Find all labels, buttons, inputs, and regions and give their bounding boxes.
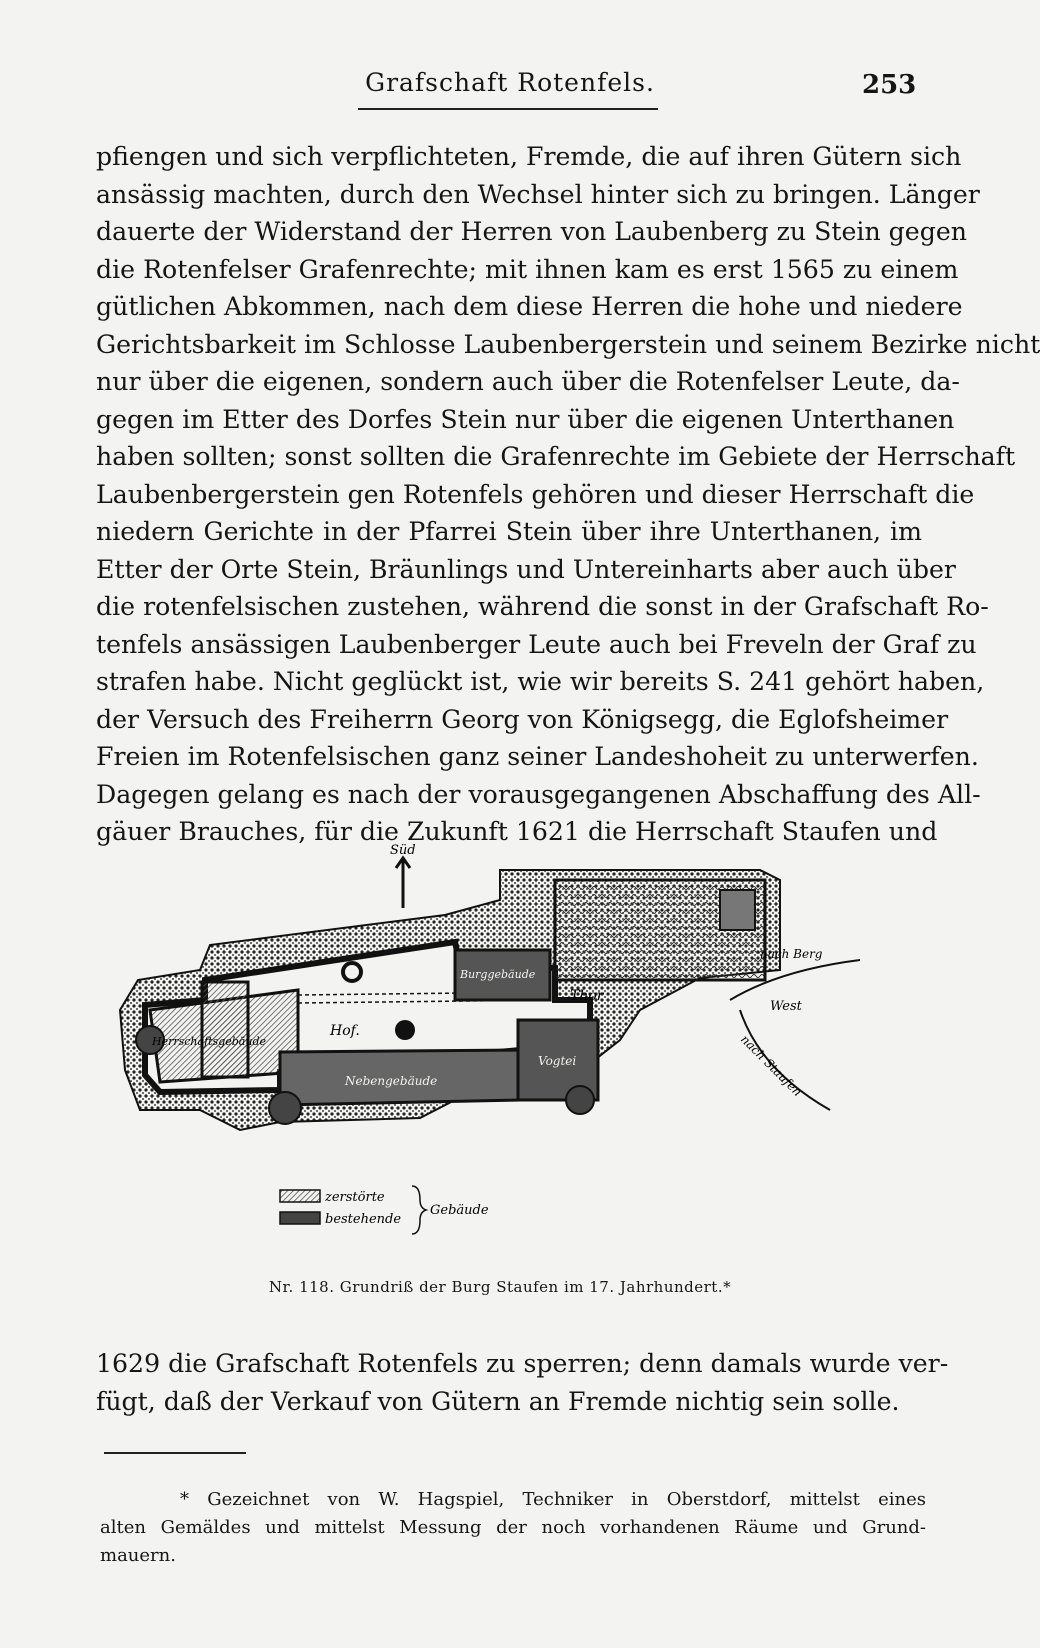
text-line: tenfels ansässigen Laubenberger Leute auch bei Freveln der Graf zu — [96, 629, 977, 659]
legend-group: Gebäude — [430, 1203, 489, 1218]
text-line: strafen habe. Nicht geglückt ist, wie wir bereits S. 241 gehört haben, — [96, 667, 985, 696]
text-line: gütlichen Abkommen, nach dem diese Herren die hohe und niedere — [96, 292, 963, 321]
running-title: Grafschaft Rotenfels. — [365, 68, 655, 97]
label-to-staufen: nach Staufen — [737, 1032, 805, 1099]
text-line: Freien im Rotenfelsischen ganz seiner Landeshoheit zu unterwerfen. — [96, 742, 979, 771]
text-line: ansässig machten, durch den Wechsel hinter sich zu bringen. Länger — [96, 179, 980, 209]
label-tower-building: Burggebäude — [460, 968, 536, 981]
legend-existing: bestehende — [325, 1212, 402, 1227]
text-line: fügt, daß der Verkauf von Gütern an Fremde nichtig sein solle. — [96, 1387, 900, 1416]
text-line: niedern Gerichte in der Pfarrei Stein über ihre Unterthanen, im — [96, 517, 922, 546]
text-line: haben sollten; sonst sollten die Grafenrechte im Gebiete der Herrschaft — [96, 442, 1016, 471]
text-line: Dagegen gelang es nach der vorausgegangenen Abschaffung des All- — [96, 779, 981, 809]
label-side-building: Nebengebäude — [345, 1074, 438, 1088]
text-line: gäuer Brauches, für die Zukunft 1621 die Herrschaft Staufen und — [96, 817, 938, 846]
text-line: pfiengen und sich verpflichteten, Fremde, die auf ihren Gütern sich — [96, 142, 962, 171]
text-line: Gerichtsbarkeit im Schlosse Laubenbergerstein und seinem Bezirke nicht — [96, 329, 1040, 359]
corner-tower — [269, 1092, 301, 1124]
text-line: die rotenfelsischen zustehen, während die sonst in der Grafschaft Ro- — [96, 592, 989, 621]
label-bailiff: Vogtei — [538, 1054, 577, 1068]
page-number: 253 — [862, 70, 917, 100]
footnote-rule — [104, 1452, 246, 1454]
text-line: der Versuch des Freiherrn Georg von Königsegg, die Eglofsheimer — [96, 704, 949, 734]
footnote-line: * Gezeichnet von W. Hagspiel, Techniker in Oberstdorf, mittelst eines — [180, 1489, 926, 1510]
legend-swatch-existing — [280, 1212, 320, 1224]
label-to-berg: nach Berg — [760, 947, 823, 961]
label-west: West — [770, 999, 802, 1014]
text-line: gegen im Etter des Dorfes Stein nur über die eigenen Unterthanen — [96, 404, 955, 434]
label-gate: Thor — [570, 988, 604, 1004]
header-rule — [358, 108, 658, 110]
text-line: dauerte der Widerstand der Herren von Laubenberg zu Stein gegen — [96, 217, 967, 246]
text-line: Laubenbergerstein gen Rotenfels gehören und dieser Herrschaft die — [96, 479, 975, 509]
footnote-line: mauern. — [100, 1545, 176, 1566]
label-lord-building: Herrschaftsgebäude — [152, 1035, 266, 1048]
lord-building-wing — [202, 982, 248, 1077]
corner-tower — [566, 1086, 594, 1114]
text-line: die Rotenfelser Grafenrechte; mit ihnen kam es erst 1565 zu einem — [96, 254, 959, 284]
label-south: Süd — [390, 843, 416, 858]
text-line: Etter der Orte Stein, Bräunlings und Untereinharts aber auch über — [96, 554, 956, 584]
road-to-staufen — [737, 1010, 830, 1110]
figure-caption: Nr. 118. Grundriß der Burg Staufen im 17. Jahrhundert.* — [268, 1278, 732, 1296]
body-paragraph-continued — [96, 1345, 949, 1421]
text-line: 1629 die Grafschaft Rotenfels zu sperren; denn damals wurde ver- — [96, 1349, 949, 1378]
body-paragraph — [96, 138, 1040, 851]
tower-icon — [395, 1020, 415, 1040]
legend-destroyed: zerstörte — [325, 1190, 385, 1205]
legend-swatch-destroyed — [280, 1190, 320, 1202]
footnote — [100, 1486, 926, 1570]
footnote-line: alten Gemäldes und mittelst Messung der noch vorhandenen Räume und Grund- — [100, 1517, 926, 1538]
well-icon — [343, 963, 361, 981]
text-line: nur über die eigenen, sondern auch über die Rotenfelser Leute, da- — [96, 367, 960, 396]
label-courtyard: Hof. — [330, 1023, 360, 1039]
castle-floor-plan — [120, 843, 900, 1270]
